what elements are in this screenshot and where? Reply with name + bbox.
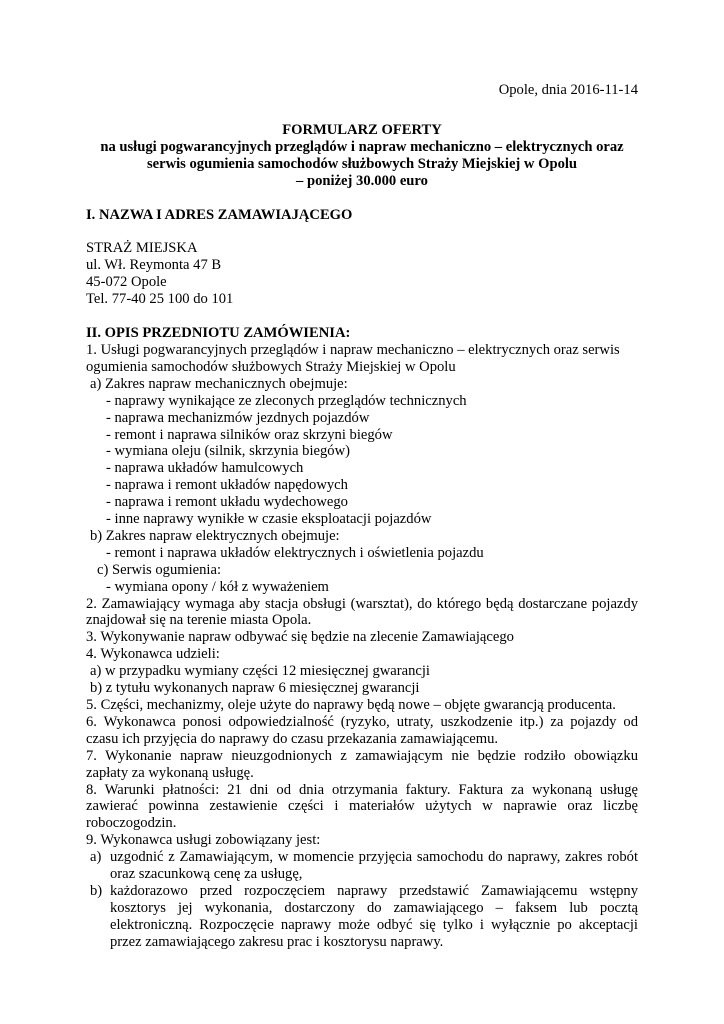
ordering-party-street: ul. Wł. Reymonta 47 B <box>86 257 222 274</box>
paragraph-9-a <box>86 849 638 883</box>
paragraph-7: 7. Wykonanie napraw nieuzgodnionych z zamawiającym nie będzie rodziło obowiązku zapłaty za wykonaną usługę. <box>86 747 638 781</box>
paragraph-9-b-label: b) <box>90 882 103 899</box>
paragraph-9-b-text: każdorazowo przed rozpoczęciem naprawy przedstawić Zamawiającemu wstępny kosztorys jej wykonania, dostarczony do zamawiającego – faksem lub pocztą elektroniczną. Rozpoczęcie naprawy może odbyć się tylko i wyłącznie po akceptacji przez zamawiającego zakresu prac i kosztorysu naprawy. <box>110 882 638 950</box>
scope-b-heading: b) Zakres napraw elektrycznych obejmuje: <box>90 527 340 544</box>
scope-a-item: - naprawa układów hamulcowych <box>106 460 304 477</box>
paragraph-5: 5. Części, mechanizmy, oleje użyte do naprawy będą nowe – objęte gwarancją producenta. <box>86 697 616 713</box>
paragraph-4-a: a) w przypadku wymiany części 12 miesięcznej gwarancji <box>90 663 430 680</box>
paragraph-1-line-2: ogumienia samochodów służbowych Straży Miejskiej w Opolu <box>86 358 456 375</box>
scope-c-item: - wymiana opony / kół z wyważeniem <box>106 578 329 595</box>
scope-a-heading: a) Zakres napraw mechanicznych obejmuje: <box>90 375 348 392</box>
title-line-4: – poniżej 30.000 euro <box>296 172 428 189</box>
paragraph-2: 2. Zamawiający wymaga aby stacja obsługi (warsztat), do którego będą dostarczane pojazdy znajdował się na terenie miasta Opola. <box>86 595 638 629</box>
section-2-body <box>86 342 638 951</box>
scope-a-item: - naprawy wynikające ze zleconych przeglądów technicznych <box>106 392 467 409</box>
scope-a-item: - wymiana oleju (silnik, skrzynia biegów) <box>106 443 350 460</box>
document-page <box>86 82 638 951</box>
paragraph-3: 3. Wykonywanie napraw odbywać się będzie na zlecenie Zamawiającego <box>86 629 514 646</box>
scope-a-item: - remont i naprawa silników oraz skrzyni biegów <box>106 426 393 443</box>
paragraph-1-line-1: 1. Usługi pogwarancyjnych przeglądów i napraw mechaniczno – elektrycznych oraz serwis <box>86 341 620 358</box>
paragraph-4: 4. Wykonawca udzieli: <box>86 646 220 663</box>
title-line-2: na usługi pogwarancyjnych przeglądów i napraw mechaniczno – elektrycznych oraz <box>100 138 624 155</box>
ordering-party-name: STRAŻ MIEJSKA <box>86 240 198 257</box>
paragraph-9-a-label: a) <box>90 849 102 866</box>
ordering-party-address <box>86 240 638 308</box>
ordering-party-city: 45-072 Opole <box>86 274 167 291</box>
paragraph-9-a-text: uzgodnić z Zamawiającym, w momencie przyjęcia samochodu do naprawy, zakres robót oraz szacunkową cenę za usługę, <box>110 849 638 883</box>
document-title <box>86 122 638 190</box>
date-line: Opole, dnia 2016-11-14 <box>498 82 638 98</box>
scope-b-item: - remont i naprawa układów elektrycznych i oświetlenia pojazdu <box>106 544 484 561</box>
scope-a-item: - naprawa i remont układów napędowych <box>106 477 348 494</box>
paragraph-4-b: b) z tytułu wykonanych napraw 6 miesięcznej gwarancji <box>90 680 420 697</box>
title-line-3: serwis ogumienia samochodów służbowych Straży Miejskiej w Opolu <box>146 155 578 172</box>
section-1-heading: I. NAZWA I ADRES ZAMAWIAJĄCEGO <box>86 206 353 223</box>
paragraph-9: 9. Wykonawca usługi zobowiązany jest: <box>86 832 321 849</box>
scope-a-item: - inne naprawy wynikłe w czasie eksploatacji pojazdów <box>106 511 432 528</box>
scope-a-item: - naprawa i remont układu wydechowego <box>106 494 348 511</box>
scope-a-item: - naprawa mechanizmów jezdnych pojazdów <box>106 409 370 426</box>
paragraph-9-b <box>86 883 638 951</box>
paragraph-6: 6. Wykonawca ponosi odpowiedzialność (ryzyko, utraty, uszkodzenie itp.) za pojazdy od czasu ich przyjęcia do naprawy do czasu przekazania zamawiającemu. <box>86 713 638 747</box>
ordering-party-phone: Tel. 77-40 25 100 do 101 <box>86 291 234 308</box>
title-line-1: FORMULARZ OFERTY <box>282 121 442 138</box>
paragraph-8: 8. Warunki płatności: 21 dni od dnia otrzymania faktury. Faktura za wykonaną usługę zawierać powinna zestawienie części i materiałów użytych w naprawie oraz liczbę roboczogodzin. <box>86 781 638 832</box>
section-2-heading: II. OPIS PRZEDNIOTU ZAMÓWIENIA: <box>86 325 351 342</box>
scope-c-heading: c) Serwis ogumienia: <box>97 561 222 578</box>
